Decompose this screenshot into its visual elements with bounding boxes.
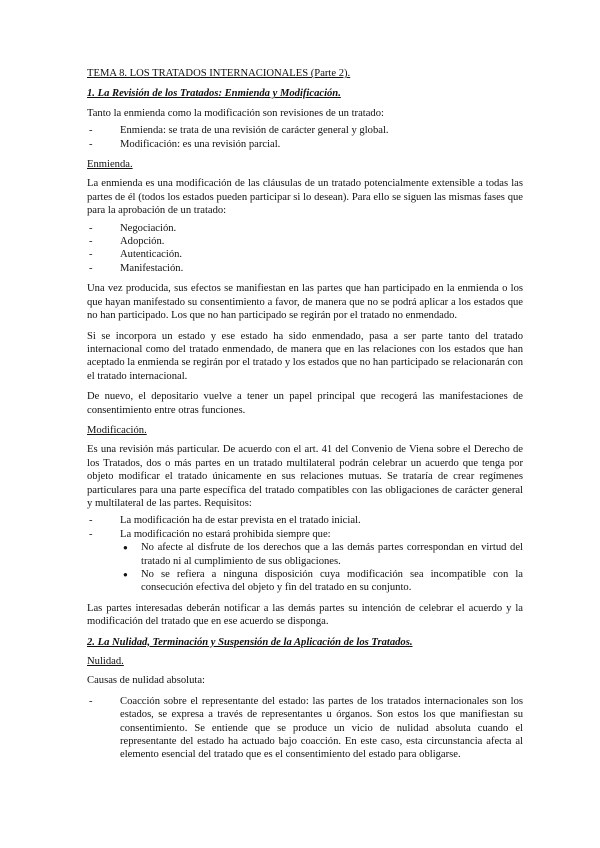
list-item [87, 528, 523, 595]
enmienda-phases-list [87, 222, 523, 276]
enmienda-paragraph-2: Una vez producida, sus efectos se manifiestan en las partes que han participado en la enmienda o los que hayan manifestado su consentimiento a favor, de manera que no se podrá aplicar a los estados que no han participado. Los que no han participado se regirán por el tratado no enmendado. [87, 283, 523, 322]
bullet-item: ● No afecte al disfrute de los derechos que a las demás partes correspondan en virtud del tratado ni al cumplimiento de sus obligaciones. [120, 541, 523, 568]
list-item: - Modificación: es una revisión parcial. [87, 138, 523, 151]
list-item: - Enmienda: se trata de una revisión de carácter general y global. [87, 124, 523, 137]
document-title: TEMA 8. LOS TRATADOS INTERNACIONALES (Parte 2). [87, 68, 351, 79]
section-1-intro: Tanto la enmienda como la modificación son revisiones de un tratado: [87, 107, 384, 119]
list-item-text: La modificación no estará prohibida siempre que: [120, 528, 331, 540]
document-page [87, 67, 523, 769]
modificacion-heading: Modificación. [87, 424, 147, 436]
list-item: - La modificación ha de estar prevista en el tratado inicial. [87, 514, 523, 527]
list-item: - Coacción sobre el representante del estado: las partes de los tratados internacionales son los estados, se expresa a través de representantes u órganos. Son estos los que manifiestan su consentimiento. Se entiende que se produce un vicio de nulidad absoluta cuando el representante del estado ha actuado bajo coacción. En este caso, esta circunstancia afecta al elemento esencial del tratado que es el consentimiento del estado para obligarse. [87, 695, 523, 762]
list-item: - Adopción. [87, 235, 523, 248]
enmienda-heading: Enmienda. [87, 159, 133, 171]
nulidad-causes-list [87, 695, 523, 762]
nulidad-intro: Causas de nulidad absoluta: [87, 675, 205, 687]
list-item: - Autenticación. [87, 248, 523, 261]
list-item: - Manifestación. [87, 262, 523, 275]
bullet-item: ● No se refiera a ninguna disposición cuya modificación sea incompatible con la consecución efectiva del objeto y fin del tratado en su conjunto. [120, 568, 523, 595]
enmienda-paragraph-3: Si se incorpora un estado y ese estado ha sido enmendado, pasa a ser parte tanto del tratado internacional como del tratado enmendado, de manera que en las relaciones con los estados que han aceptado la enmienda se regirán por el tratado y los estados que no han participado se relacionarán con el tratado internacional. [87, 330, 523, 382]
enmienda-paragraph-1: La enmienda es una modificación de las cláusulas de un tratado potencialmente extensible a todas las partes de él (todos los estados pueden participar si lo desean). Para ello se siguen las mismas fases que para la aprobación de un tratado: [87, 178, 523, 217]
modificacion-paragraph-2: Las partes interesadas deberán notificar a las demás partes su intención de celebrar el acuerdo y la modificación del tratado que en ese acuerdo se disponga. [87, 602, 523, 628]
nulidad-heading: Nulidad. [87, 656, 124, 668]
conditions-list [120, 541, 523, 595]
enmienda-paragraph-4: De nuevo, el depositario vuelve a tener un papel principal que recogerá las manifestaciones de consentimiento entre otras funciones. [87, 391, 523, 416]
requisitos-list [87, 514, 523, 594]
section-1-heading: 1. La Revisión de los Tratados: Enmienda y Modificación. [87, 88, 341, 100]
list-item: - Negociación. [87, 222, 523, 235]
modificacion-paragraph-1: Es una revisión más particular. De acuerdo con el art. 41 del Convenio de Viena sobre el Derecho de los Tratados, dos o más partes en un tratado multilateral podrán celebrar un acuerdo que tenga por objeto modificar el tratado únicamente en sus relaciones mutuas. Se trataría de crear regímenes particulares para una parte específica del tratado compatibles con las obligaciones de carácter general y multilateral de las partes. Requisitos: [87, 444, 523, 509]
section-2-heading: 2. La Nulidad, Terminación y Suspensión de la Aplicación de los Tratados. [87, 636, 413, 648]
revision-types-list [87, 124, 523, 151]
